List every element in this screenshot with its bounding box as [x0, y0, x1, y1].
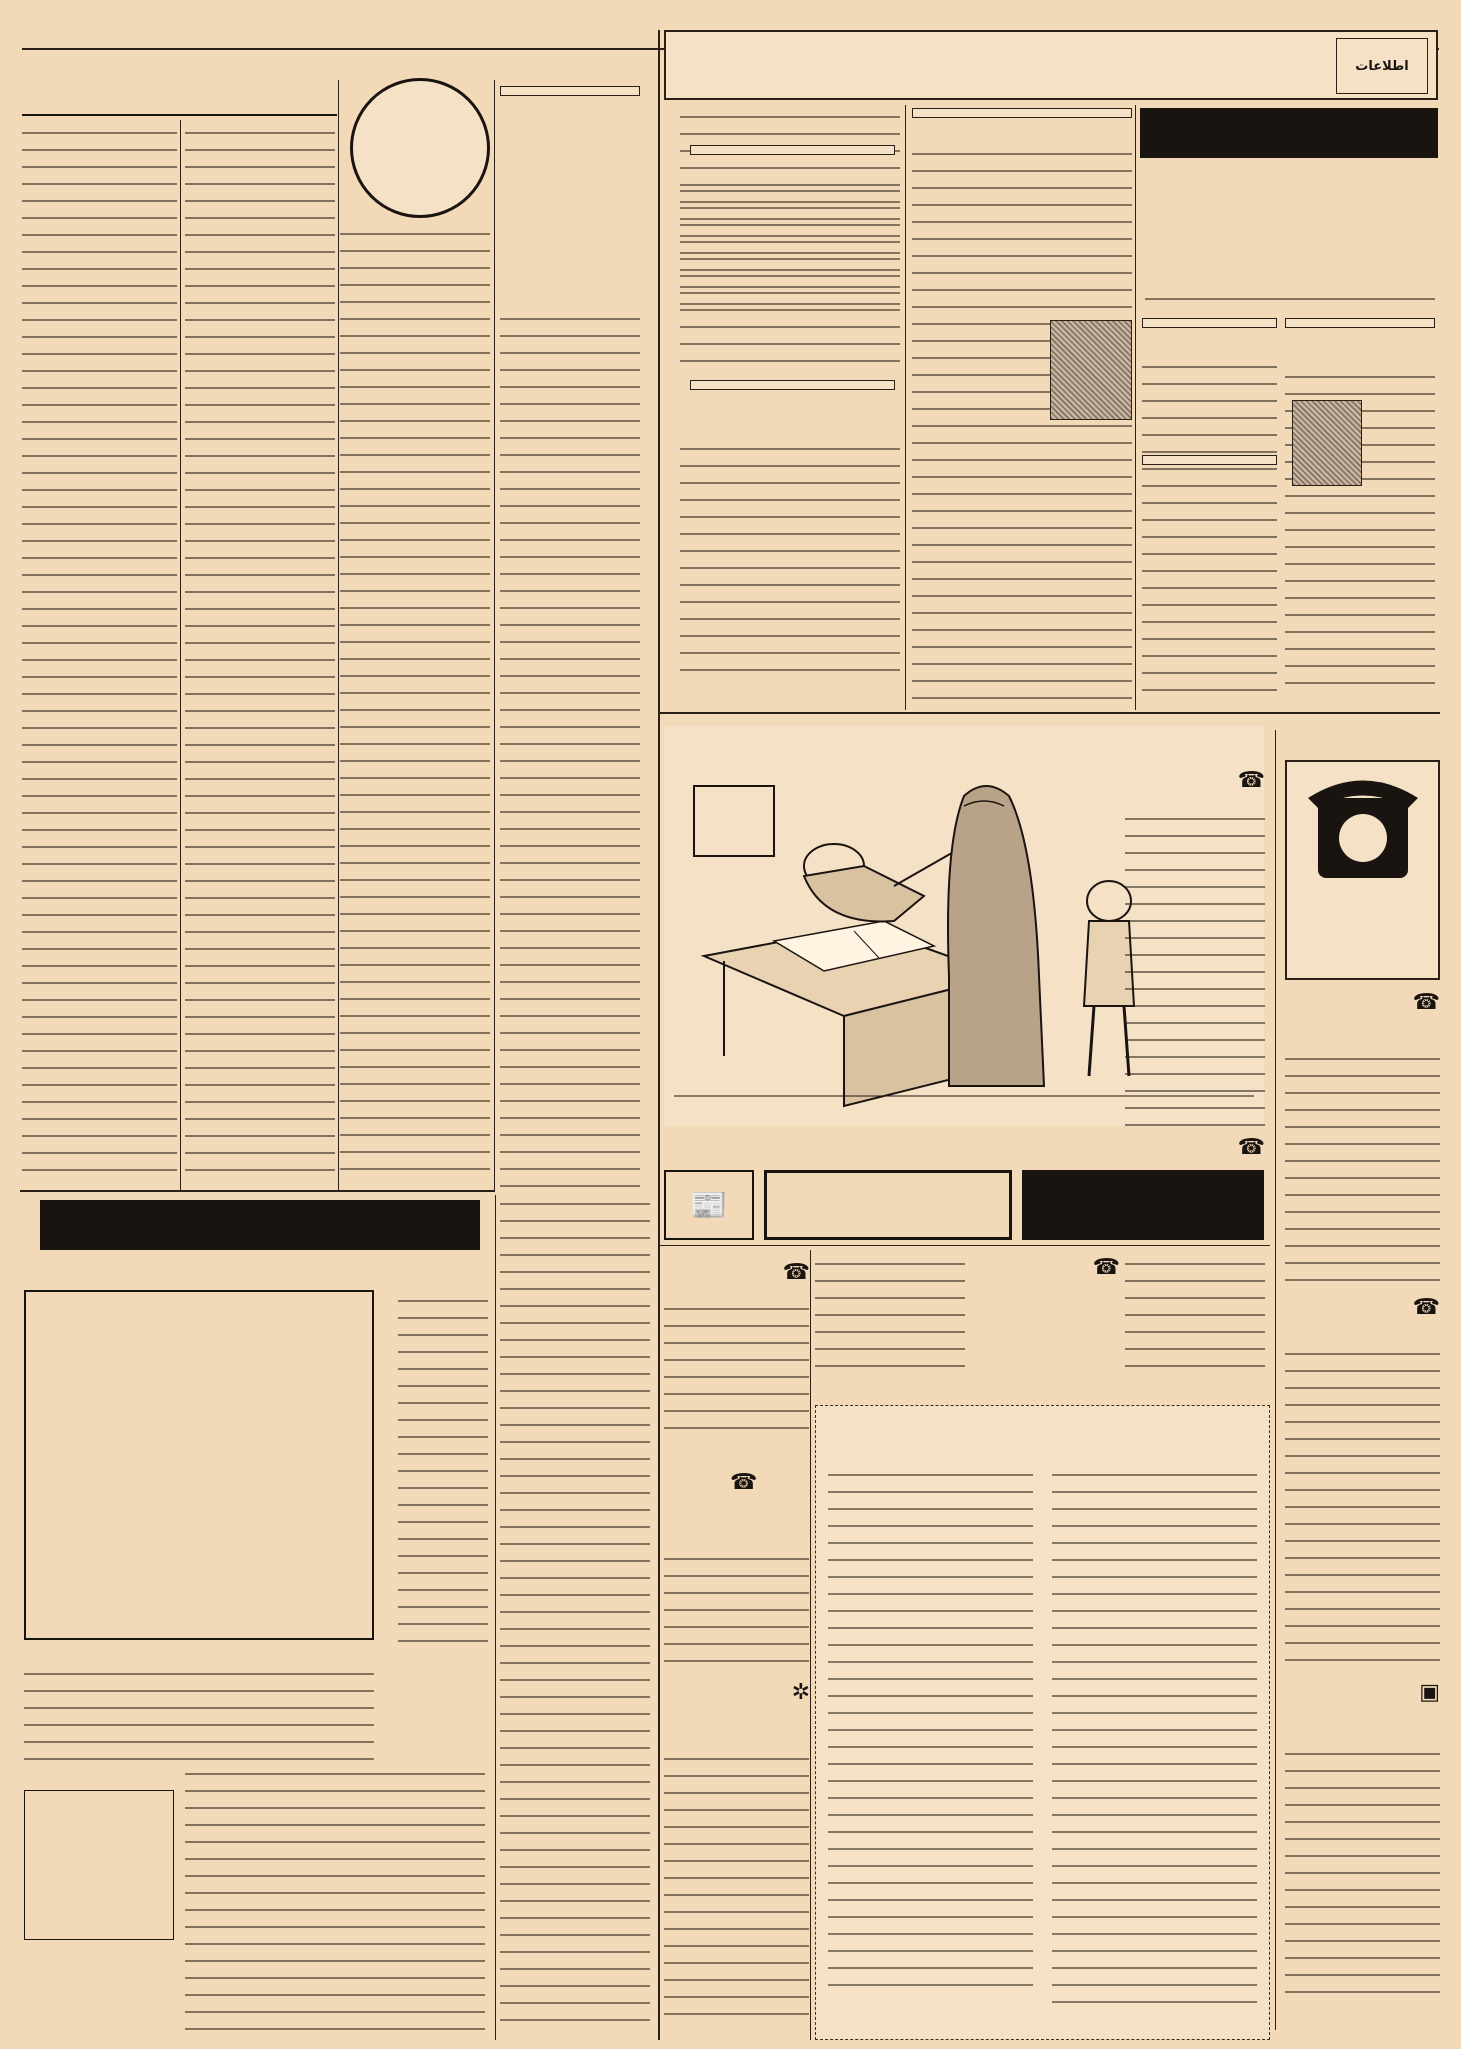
telephone-icon: ☎ [782, 1260, 810, 1285]
phone-col-text-m4 [664, 1300, 809, 1440]
phone-col-text-r3 [1285, 1745, 1440, 2005]
portrait-farrokh [1050, 320, 1132, 420]
newspaper-icon: 📰 [664, 1170, 754, 1240]
television-icon: ▣ [1419, 1680, 1440, 1705]
play-text-col2 [340, 225, 490, 1185]
forty-sub1 [1142, 318, 1277, 328]
masthead-box [664, 30, 1438, 100]
forty-years-intro [1145, 168, 1435, 288]
phone-col-text-m2 [1125, 1255, 1265, 1375]
play-from-box [500, 86, 640, 96]
telephone-icon: ☎ [1092, 1255, 1120, 1280]
news-col-text2 [680, 440, 900, 685]
phone-item-0 [1125, 768, 1265, 793]
news-sub2-box [690, 380, 895, 390]
telephone-icon: ☎ [1412, 1295, 1440, 1320]
phone-col-text-m5 [664, 1550, 809, 1670]
masthead-byline-box [912, 108, 1132, 118]
portrait-rouhi [1292, 400, 1362, 486]
news-sub1-box [690, 145, 895, 155]
crossword-title-box [40, 1200, 480, 1250]
phone-col-text-m1 [1125, 810, 1265, 1130]
one-city-headline [816, 1406, 1269, 1428]
phone-item-2 [1125, 1135, 1265, 1160]
telephone-icon [1288, 768, 1438, 888]
ettelaat-mardom-banner [664, 1170, 1264, 1240]
phone-col-text-m6 [664, 1750, 809, 2030]
forty-sub1-box [1142, 318, 1277, 328]
telephone-icon: ☎ [1237, 768, 1265, 793]
left-feature-col1 [185, 124, 335, 1184]
down-clues [24, 1665, 374, 1760]
play-from [500, 86, 640, 96]
ettelaat-logo: اطلاعات [1336, 38, 1428, 94]
masthead-article-col1 [912, 145, 1132, 705]
phone-ad-box [1285, 760, 1440, 980]
gear-icon: ✲ [791, 1680, 810, 1705]
forty-years-banner [1140, 108, 1438, 158]
news-col-text1 [680, 182, 900, 372]
play-text-col3 [500, 1195, 650, 2035]
left-feature-header [22, 82, 337, 116]
phone-item-9 [1285, 1680, 1440, 1705]
one-city-col1 [1052, 1466, 1257, 2016]
telephone-icon: ☎ [730, 1470, 758, 1495]
telephone-icon: ☎ [1237, 1135, 1265, 1160]
forty-years-text-a [1145, 290, 1435, 315]
crossword-grid [24, 1290, 374, 1640]
left-feature-col2 [22, 124, 177, 1184]
enteghad-logo [350, 78, 490, 218]
forty-years-col2 [1142, 358, 1277, 698]
news-sub1 [690, 145, 895, 155]
masthead-byline [912, 108, 1132, 118]
phone-item-8 [1285, 1295, 1440, 1320]
telephone-icon: ☎ [1412, 990, 1440, 1015]
banner-text [1022, 1170, 1264, 1240]
phone-col-text-r1 [1285, 1050, 1440, 1290]
forty-sub2 [1285, 318, 1435, 328]
news-sub2 [690, 380, 895, 390]
crossword-clues-cont [185, 1765, 485, 2035]
banner-outline [764, 1170, 1012, 1240]
forty-sub3 [1142, 455, 1277, 465]
one-city-box [815, 1405, 1270, 2040]
play-text-col1 [500, 310, 640, 1190]
crossword-row-numbers [376, 1290, 392, 1640]
one-city-col2 [828, 1466, 1033, 1996]
phone-item-1 [1285, 990, 1440, 1015]
forty-sub2-box [1285, 318, 1435, 328]
phone-col-text-r2 [1285, 1345, 1440, 1675]
phone-col-text-m3 [815, 1255, 965, 1370]
forty-sub3-box [1142, 455, 1277, 465]
crossword-solution-grid [24, 1790, 174, 1940]
across-clues [398, 1292, 488, 1652]
